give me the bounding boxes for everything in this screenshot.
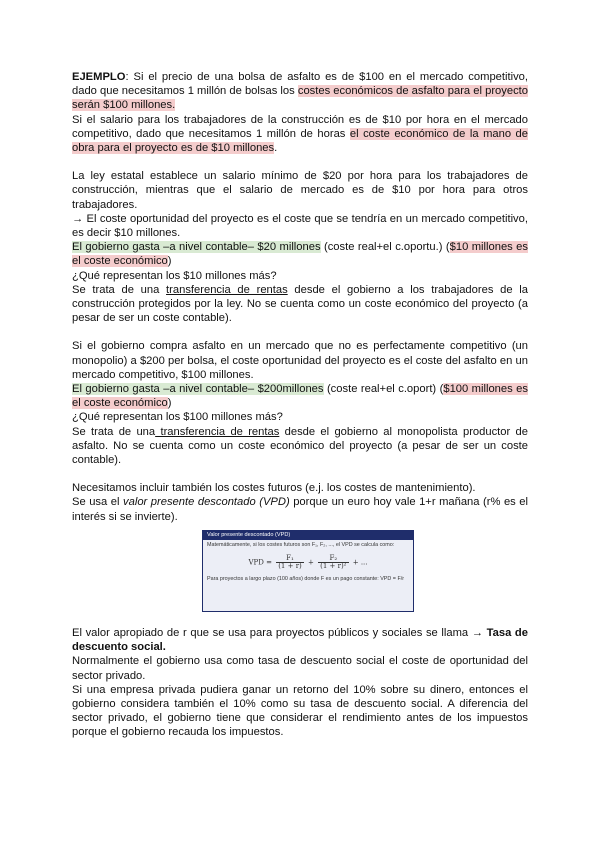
- text: ): [167, 255, 172, 268]
- highlight-red: costes económicos de asfalto para el proyecto serán $100 millones.: [72, 85, 529, 112]
- paragraph-government-spends-200: [72, 382, 528, 410]
- denominator-1: (1 + r): [278, 561, 302, 570]
- paragraph-future-costs: Necesitamos incluir también los costes futuros (e.j. los costes de mantenimiento).: [72, 482, 476, 495]
- question-10-millions: ¿Qué representan los $10 millones más?: [72, 269, 277, 282]
- bold-term: Tasa de descuento social.: [72, 626, 528, 654]
- figure-line-2: Para proyectos a largo plazo (100 años) donde F es un pago constante: VPD = F/r: [207, 575, 405, 582]
- plus-ellipsis: + ...: [352, 558, 368, 567]
- paragraph-social-discount-rate: [72, 626, 528, 654]
- italic-term: valor presente descontado (VPD): [123, 496, 290, 509]
- example-colon: :: [125, 71, 129, 83]
- numerator-1: F₁: [276, 555, 304, 563]
- paragraph-transfer-workers: [72, 283, 528, 326]
- fraction-1: [276, 555, 304, 570]
- text: .: [274, 142, 278, 155]
- paragraph-private-return: Si una empresa privada pudiera ganar un retorno del 10% sobre su dinero, entonces el gobierno considera también el 10% como su tasa de descuento social. A diferencia del sector privado, el gobierno tiene que considerar el rendimiento antes de los impuestos porque el gobierno recauda los impuestos.: [72, 683, 528, 739]
- paragraph-transfer-monopolist: [72, 425, 528, 468]
- paragraph-vpd: [72, 495, 528, 523]
- highlight-red: $10 millones es el coste económico: [72, 241, 529, 268]
- highlight-green: El gobierno gasta –a nivel contable– $20 millones: [72, 241, 321, 254]
- text: (coste real+el c.oportu.) (: [320, 241, 450, 254]
- numerator-2: F₂: [318, 555, 348, 563]
- text: El valor apropiado de r que se usa para proyectos públicos y sociales se llama →: [72, 626, 487, 639]
- paragraph-example-asphalt: [72, 70, 528, 113]
- highlight-red: $100 millones es el coste económico: [72, 383, 528, 410]
- example-label: EJEMPLO: [72, 71, 126, 83]
- vpd-figure: [202, 530, 414, 612]
- highlight-red: el coste económico de la mano de obra para el proyecto es de $10 millones: [72, 127, 528, 155]
- text: Si el salario para los trabajadores de la construcción es de $10 por hora en el mercado competitivo, dado que necesitamos 1 millón de horas: [72, 113, 528, 140]
- paragraph-monopoly-asphalt: Si el gobierno compra asfalto en un mercado que no es perfectamente competitivo (un monopolio) a $200 per bolsa, el coste oportunidad del proyecto es el coste del asfalto en un mercado competitivo, $100 millones.: [72, 340, 528, 381]
- text: (coste real+el c.oport) (: [323, 383, 444, 396]
- highlight-green: El gobierno gasta –a nivel contable– $200millones: [72, 383, 324, 396]
- paragraph-government-spends-20: [72, 240, 528, 268]
- text: Se trata de una: [72, 425, 156, 438]
- document-page: [72, 70, 528, 740]
- underlined-term: transferencia de rentas: [166, 283, 288, 296]
- question-100-millions: ¿Qué representan los $100 millones más?: [72, 411, 283, 424]
- text: Si el precio de una bolsa de asfalto es de $100 en el mercado competitivo, dado que necesitamos 1 millón de bolsas los: [72, 71, 528, 98]
- fraction-2: [318, 555, 348, 570]
- paragraph-labor-cost: [72, 113, 528, 156]
- denominator-2: (1 + r)²: [320, 561, 347, 570]
- text: desde el gobierno a los trabajadores de la construcción protegidos por la ley. No se cuenta como un coste económico del proyecto (a pesar de ser un coste contable).: [72, 283, 528, 325]
- underlined-term: transferencia de rentas: [155, 425, 280, 438]
- vpd-formula: [207, 555, 409, 570]
- plus-sign: +: [308, 558, 314, 567]
- formula-lhs: VPD =: [248, 558, 272, 567]
- text: porque un euro hoy vale 1+r mañana (r% es el interés si se invierte).: [72, 496, 528, 523]
- paragraph-minimum-wage: La ley estatal establece un salario mínimo de $20 por hora para los trabajadores de construcción, mientras que el salario de mercado es de $10 por hora para otros trabajadores.: [72, 170, 528, 211]
- text: desde el gobierno al monopolista productor de asfalto. No se cuenta como un coste económico del proyecto (a pesar de ser un coste contable).: [72, 425, 528, 467]
- text: ): [167, 397, 172, 410]
- paragraph-government-rate: Normalmente el gobierno usa como tasa de descuento social el coste de oportunidad del sector privado.: [72, 655, 528, 682]
- figure-title: Valor presente descontado (VPD): [203, 531, 413, 540]
- text: Se usa el: [72, 496, 124, 509]
- paragraph-opportunity-cost: → El coste oportunidad del proyecto es el coste que se tendría en un mercado competitivo, es decir $10 millones.: [72, 212, 528, 240]
- figure-line-1: Matemáticamente, si los costes futuros son F₁, F₂, ..., el VPD se calcula como:: [207, 541, 395, 548]
- text: Se trata de una: [72, 283, 167, 296]
